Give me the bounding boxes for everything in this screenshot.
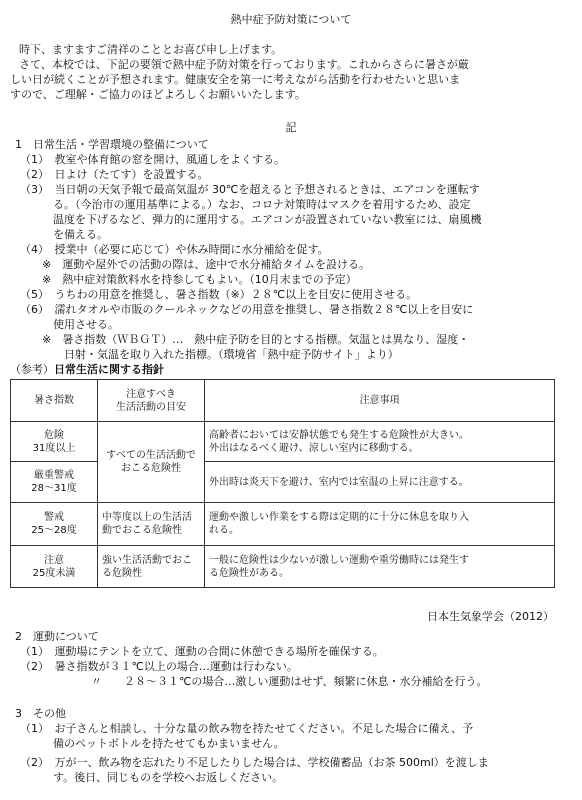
note-line-1: 運動や激しい作業をする際は定期的に十分に休息を取り入: [209, 512, 469, 523]
activity-line-2: おこる危険性: [121, 463, 181, 474]
index-range: 28～31度: [31, 483, 77, 494]
activity-line-1: 中等度以上の生活活: [102, 512, 192, 523]
header-activity-line-2: 生活活動の目安: [116, 401, 186, 413]
activity-cell-merged: [98, 422, 205, 503]
note-cell: [205, 503, 555, 546]
note-line-1: 外出時は炎天下を避け、室内では室温の上昇に注意する。: [209, 476, 469, 488]
index-label: 厳重警戒: [34, 470, 74, 481]
note-line-1: 高齢者においては安静状態でも発生する危険性が大きい。: [209, 429, 469, 441]
index-label: 警戒: [44, 512, 64, 523]
section1-line-12: 使用させる。: [20, 318, 119, 331]
section1-line-8: ※ 運動や屋外での活動の際は、途中で水分補給タイムを設ける。: [20, 258, 370, 271]
section1-line-10: （5） うちわの用意を推奨し、暑さ指数（※）２８℃以上を目安に使用させる。: [20, 288, 418, 301]
index-cell-severe: [11, 462, 98, 503]
section1-line-2: （2） 日よけ（たてす）を設置する。: [20, 168, 209, 181]
header-activity: [98, 380, 205, 422]
section1-line-11: （6） 濡れタオルや市販のクールネックなどの用意を推奨し、暑さ指数２８℃以上を目安に: [20, 303, 474, 316]
section1-line-4: る。（今治市の運用基準による。）なお、コロナ対策時はマスクを着用するため、設定: [20, 198, 471, 211]
activity-cell: [98, 503, 205, 546]
section2-heading: 2 運動について: [15, 630, 99, 643]
header-index: 暑さ指数: [11, 380, 98, 422]
document-title: 熱中症予防対策について: [230, 13, 352, 26]
header-activity-line-1: 注意すべき: [126, 388, 176, 400]
index-range: 31度以上: [32, 442, 76, 454]
section1-line-1: （1） 教室や体育館の窓を開け、風通しをよくする。: [20, 153, 286, 166]
intro-line-1: 時下、ますますご清祥のこととお喜び申し上げます。: [19, 43, 283, 56]
section1-line-14: 日射・気温を取り入れた指標。（環境省「熱中症予防サイト」より）: [20, 348, 399, 361]
section2-line-3: 〃 ２８～３１℃の場合…激しい運動はせず、頻繁に休息・水分補給を行う。: [91, 675, 488, 688]
reference-title: 日常生活に関する指針: [54, 363, 164, 376]
index-cell-danger: [11, 422, 98, 462]
index-cell-caution: [11, 546, 98, 588]
activity-line-2: る危険性: [102, 567, 142, 579]
intro-line-2: さて、本校では、下記の要領で熱中症予防対策を行っております。これからさらに暑さが厳: [19, 58, 469, 71]
activity-cell: [98, 546, 205, 588]
index-range: 25度未満: [32, 567, 76, 579]
note-cell: [205, 422, 555, 462]
ki-marker: 記: [285, 121, 297, 134]
section1-line-13: ※ 暑さ指数（ＷＢＧＴ）… 熱中症予防を目的とする指標。気温とは異なり、湿度・: [20, 333, 470, 346]
activity-line-1: すべての生活活動で: [106, 450, 196, 461]
table-row: [11, 462, 555, 503]
section1-line-9: ※ 熱中症対策飲料水を持参してもよい。（10月末までの予定）: [20, 273, 357, 286]
reference-label: （参考）: [10, 363, 54, 376]
header-notes: 注意事項: [205, 380, 555, 422]
intro-line-3: しい日が続くことが予想されます。健康安全を第一に考えながら活動を行わせたいと思いま: [10, 73, 461, 86]
reference-heading: [10, 363, 164, 377]
note-line-1: 一般に危険性は少ないが激しい運動や重労働時には発生す: [209, 554, 469, 566]
section3-heading: 3 その他: [15, 707, 66, 720]
activity-line-1: 強い生活活動でおこ: [102, 554, 192, 566]
guideline-table: [10, 379, 555, 588]
section3-line-2: 備のペットボトルを持たせてもかまいません。: [20, 737, 285, 750]
section3-line-3: （2） 万が一、飲み物を忘れたり不足したりした場合は、学校備蓄品（お茶 500ml）を渡しま: [20, 756, 489, 769]
section1-line-7: （4） 授業中（必要に応じて）や休み時間に水分補給を促す。: [20, 243, 329, 256]
note-line-2: 外出はなるべく避け、涼しい室内に移動する。: [209, 442, 419, 454]
table-row: [11, 422, 555, 462]
table-header-row: [11, 380, 555, 422]
section3-line-4: す。後日、同じものを学校へお返しください。: [20, 771, 284, 784]
index-cell-warning: [11, 503, 98, 546]
section1-line-6: を備える。: [20, 228, 108, 241]
section2-line-1: （1） 運動場にテントを立て、運動の合間に休憩できる場所を確保する。: [20, 645, 384, 658]
section1-heading: 1 日常生活・学習環境の整備について: [15, 138, 209, 151]
index-label: 危険: [44, 429, 64, 441]
note-cell: [205, 462, 555, 503]
index-label: 注意: [44, 554, 64, 566]
table-row: [11, 503, 555, 546]
section2-line-2: （2） 暑さ指数が３１℃以上の場合…運動は行わない。: [20, 660, 298, 673]
table-source: 日本生気象学会（2012）: [427, 610, 554, 623]
intro-line-4: すので、ご理解・ご協力のほどよろしくお願いいたします。: [10, 88, 306, 101]
activity-line-2: 動でおこる危険性: [102, 525, 182, 536]
note-line-2: れる。: [209, 525, 239, 536]
section1-line-5: 温度を下げるなど、弾力的に運用する。エアコンが設置されていない教室には、扇風機: [20, 213, 482, 226]
index-range: 25～28度: [31, 525, 77, 536]
table-row: [11, 546, 555, 588]
section3-line-1: （1） お子さんと相談し、十分な量の飲み物を持たせてください。不足した場合に備え、予: [20, 722, 474, 735]
note-line-2: る危険性がある。: [209, 567, 289, 579]
section1-line-3: （3） 当日朝の天気予報で最高気温が 30℃を超えると予想されるときは、エアコンを運転す: [20, 183, 480, 196]
note-cell: [205, 546, 555, 588]
